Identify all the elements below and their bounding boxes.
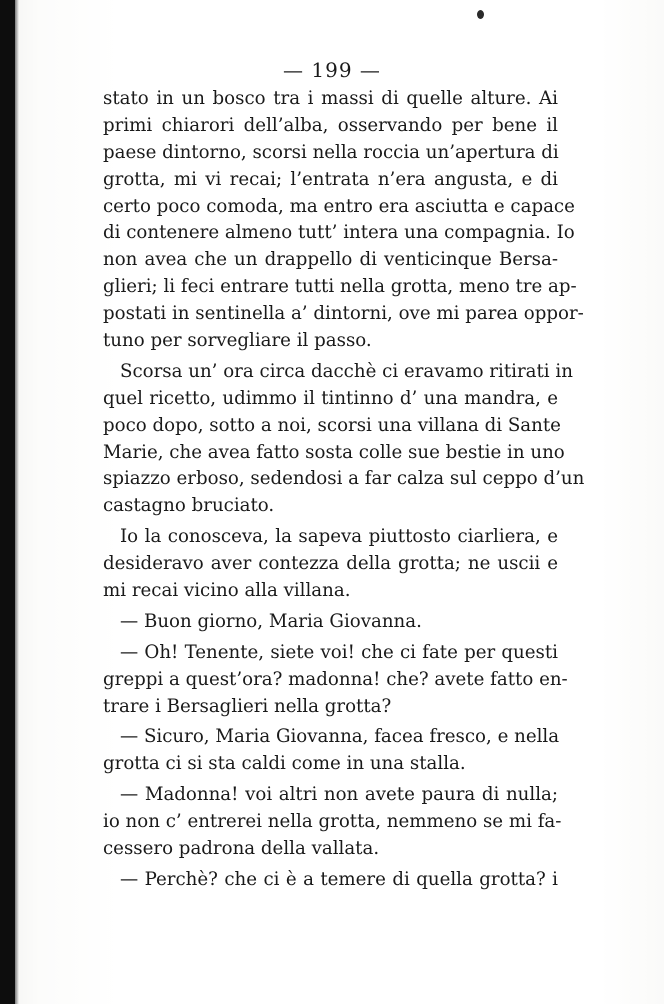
text-line: — Oh! Tenente, siete voi! che ci fate per questi xyxy=(120,641,558,663)
text-line: certo poco comoda, ma entro era asciutta e capace xyxy=(103,195,575,217)
text-line: — Madonna! voi altri non avete paura di nulla; xyxy=(120,784,558,806)
page-number: — 199 — xyxy=(283,58,381,82)
text-line: desideravo aver contezza della grotta; ne uscii e xyxy=(103,553,558,575)
text-line: stato in un bosco tra i massi di quelle alture. Ai xyxy=(103,88,558,109)
text-line: quel ricetto, udimmo il tintinno d’ una mandra, e xyxy=(103,387,558,409)
body-text xyxy=(103,86,585,894)
text-line: trare i Bersaglieri nella grotta? xyxy=(103,695,392,717)
text-line: glieri; li feci entrare tutti nella grotta, meno tre ap- xyxy=(103,276,577,298)
ink-speck xyxy=(477,10,484,19)
text-line: — Buon giorno, Maria Giovanna. xyxy=(120,610,422,632)
text-line: greppi a quest’ora? madonna! che? avete fatto en- xyxy=(103,668,568,690)
text-line: tuno per sorvegliare il passo. xyxy=(103,330,372,352)
text-line: primi chiarori dell’alba, osservando per bene il xyxy=(103,114,558,136)
text-line: grotta, mi vi recai; l’entrata n’era angusta, e di xyxy=(103,168,558,190)
text-line: Io la conosceva, la sapeva piuttosto ciarliera, e xyxy=(120,526,558,548)
text-line: poco dopo, sotto a noi, scorsi una villana di Sante xyxy=(103,414,561,436)
text-line: spiazzo erboso, sedendosi a far calza sul ceppo d’un xyxy=(103,468,585,490)
text-line: cessero padrona della vallata. xyxy=(103,838,380,860)
text-line: mi recai vicino alla villana. xyxy=(103,580,351,602)
text-line: paese dintorno, scorsi nella roccia un’apertura di xyxy=(103,141,559,163)
text-line: grotta ci si sta caldi come in una stalla. xyxy=(103,753,466,775)
text-line: non avea che un drappello di venticinque Bersa- xyxy=(103,249,558,271)
text-line: castagno bruciato. xyxy=(103,495,275,517)
text-line: — Sicuro, Maria Giovanna, facea fresco, e nella xyxy=(120,726,560,748)
text-line: postati in sentinella a’ dintorni, ove mi parea oppor- xyxy=(103,303,584,325)
page-binding-fade xyxy=(15,0,19,1004)
text-line: Marie, che avea fatto sosta colle sue bestie in uno xyxy=(103,441,565,463)
page-binding-shadow xyxy=(0,0,15,1004)
text-line: Scorsa un’ ora circa dacchè ci eravamo ritirati in xyxy=(120,360,573,382)
text-line: di contenere almeno tutt’ intera una compagnia. Io xyxy=(103,222,575,244)
text-line: — Perchè? che ci è a temere di quella grotta? i xyxy=(120,868,558,890)
text-line: io non c’ entrerei nella grotta, nemmeno se mi fa- xyxy=(103,811,562,833)
